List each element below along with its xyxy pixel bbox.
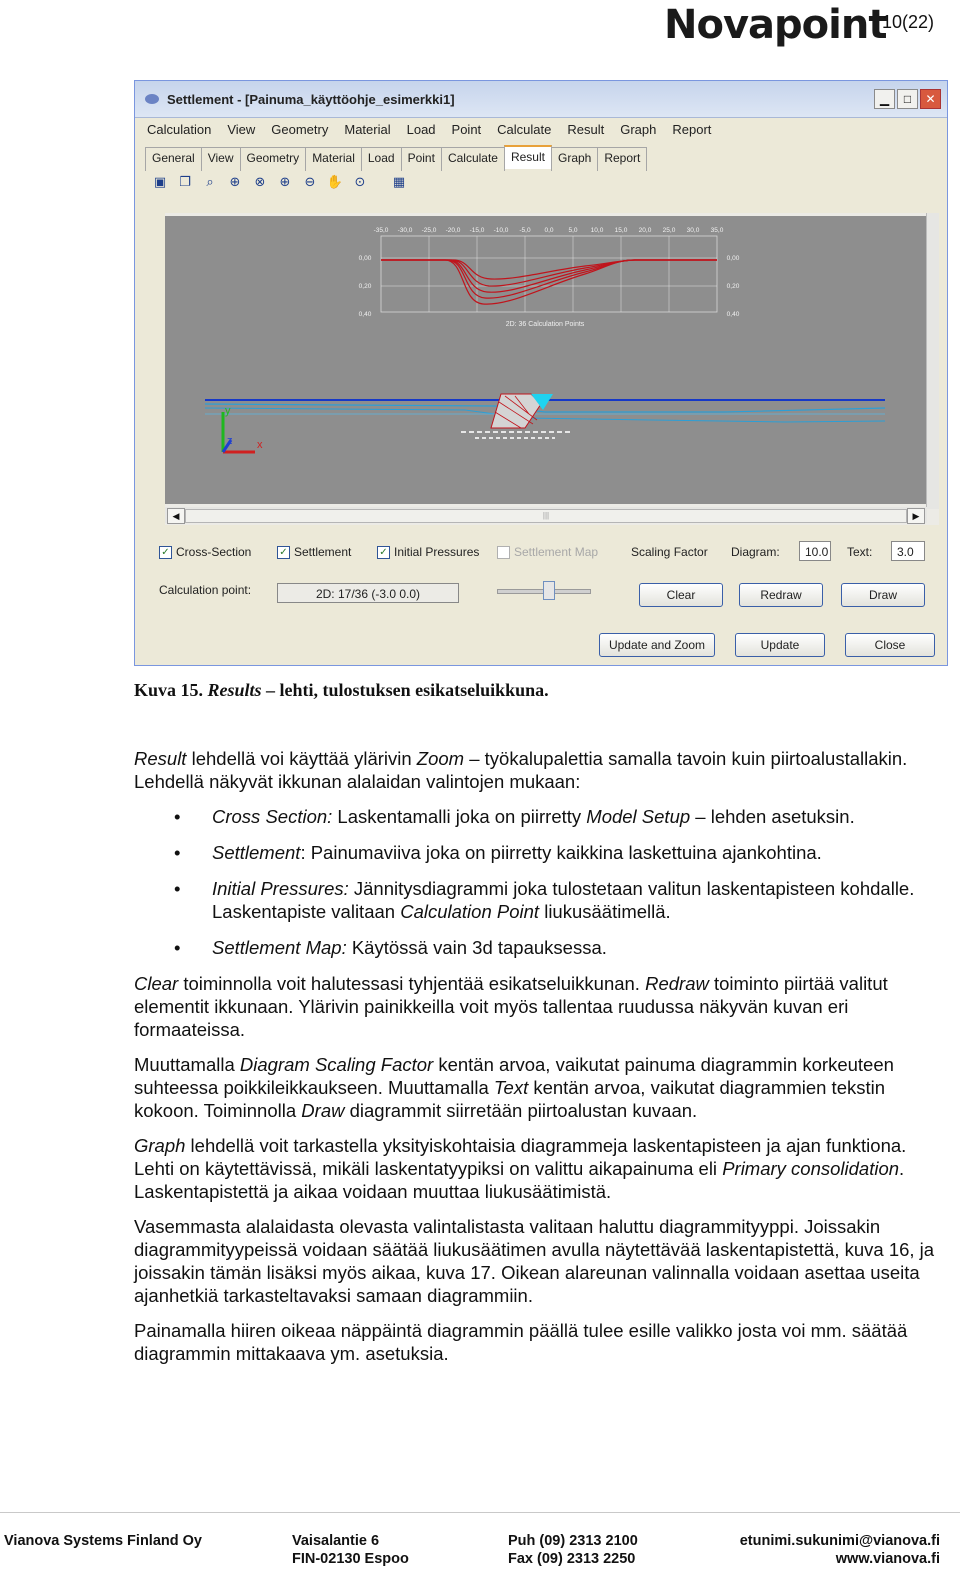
y-tick-label: 0,20	[726, 283, 740, 290]
window-controls	[874, 89, 941, 109]
menu-calculation[interactable]: Calculation	[147, 122, 212, 137]
zoom-in-icon[interactable]: ⊕	[279, 174, 291, 189]
calculation-point-label: Calculation point:	[159, 583, 252, 597]
axis-indicator	[223, 405, 263, 452]
tab-point[interactable]: Point	[401, 147, 442, 171]
options-list	[134, 805, 940, 959]
x-tick-label: -35,0	[373, 227, 389, 234]
x-tick-label: -5,0	[519, 227, 531, 234]
settlement-map-label: Settlement Map	[514, 545, 599, 559]
checkbox-checked-icon: ✓	[159, 546, 172, 559]
zoom-window-icon[interactable]: ⌕	[206, 174, 214, 189]
list-item: • Settlement Map: Käytössä vain 3d tapauksessa.	[212, 936, 940, 959]
menu-view[interactable]: View	[227, 122, 256, 137]
menu-graph[interactable]: Graph	[620, 122, 657, 137]
paragraph-clear: Clear toiminnolla voit halutessasi tyhjentää esikatseluikkunan. Redraw toiminto piirtää valitut elementit ikkunaan. Ylärivin painikkeilla voit myös tallentaa ruudussa näkyvän kuvan eri formaateissa.	[134, 973, 888, 1040]
tab-material[interactable]: Material	[305, 147, 362, 171]
x-tick-label: 0,0	[544, 227, 554, 234]
diagram-label: Diagram:	[731, 545, 780, 559]
text-label: Text:	[847, 545, 873, 559]
maximize-icon[interactable]: □	[897, 89, 918, 109]
tab-result[interactable]: Result	[504, 145, 552, 169]
tab-calculate[interactable]: Calculate	[441, 147, 505, 171]
scaling-factor-label: Scaling Factor	[631, 545, 708, 559]
tab-graph[interactable]: Graph	[551, 147, 598, 171]
cross-section-checkbox[interactable]	[159, 545, 251, 559]
zoom-all-icon[interactable]: ⊙	[354, 174, 366, 189]
zoom-toolbar	[151, 173, 408, 191]
checkbox-unchecked-icon	[497, 546, 510, 559]
footer-company: Vianova Systems Finland Oy	[4, 1533, 202, 1549]
axis-z-label: z	[227, 435, 233, 447]
axis-y-label: y	[225, 405, 231, 417]
scroll-left-icon[interactable]: ◀	[167, 508, 185, 524]
menu-load[interactable]: Load	[406, 122, 436, 137]
settlement-label: Settlement	[294, 545, 352, 559]
menu-material[interactable]: Material	[344, 122, 391, 137]
footer-web[interactable]: www.vianova.fi	[835, 1551, 940, 1567]
x-tick-label: 25,0	[662, 227, 676, 234]
y-tick-label: 0,40	[358, 311, 372, 318]
tab-geometry[interactable]: Geometry	[240, 147, 307, 171]
close-icon[interactable]: ✕	[920, 89, 941, 109]
x-tick-label: 35,0	[710, 227, 724, 234]
list-item: • Settlement: Painumaviiva joka on piirretty kaikkina laskettuina ajankohtina.	[212, 841, 940, 864]
tab-view[interactable]: View	[201, 147, 241, 171]
zoom-extents-icon[interactable]: ⊕	[229, 174, 241, 189]
paragraph-result: Result lehdellä voi käyttää ylärivin Zoom – työkalupalettia samalla tavoin kuin piirtoalustallakin. Lehdellä näkyvät ikkunan alalaidan valintojen mukaan:	[134, 748, 908, 792]
footer-street: Vaisalantie 6	[292, 1533, 380, 1549]
x-tick-label: -30,0	[397, 227, 413, 234]
document-body	[134, 747, 940, 1377]
tab-row	[145, 147, 646, 171]
x-tick-label: 20,0	[638, 227, 652, 234]
preview-area	[165, 213, 939, 525]
zoom-out-icon[interactable]: ⊖	[304, 174, 316, 189]
initial-pressures-checkbox[interactable]	[377, 545, 479, 559]
x-tick-label: -20,0	[445, 227, 461, 234]
footer-phone: Puh (09) 2313 2100	[508, 1533, 638, 1549]
footer-email[interactable]: etunimi.sukunimi@vianova.fi	[739, 1533, 940, 1549]
horizontal-scrollbar[interactable]	[165, 507, 927, 523]
list-item: • Initial Pressures: Jännitysdiagrammi joka tulostetaan valitun laskentapisteen kohdalle. Laskentapiste valitaan Calculation Point liukusäätimellä.	[212, 877, 940, 923]
tab-report[interactable]: Report	[597, 147, 647, 171]
save-icon[interactable]: ▣	[153, 174, 167, 189]
redraw-button[interactable]: Redraw	[739, 583, 823, 607]
preview-canvas[interactable]	[165, 216, 927, 504]
x-tick-label: 5,0	[568, 227, 578, 234]
app-icon	[145, 94, 159, 104]
settlement-curve	[381, 260, 717, 304]
initial-pressures-label: Initial Pressures	[394, 545, 480, 559]
footer-divider	[0, 1512, 960, 1513]
scroll-right-icon[interactable]: ▶	[907, 508, 925, 524]
settlement-window	[134, 80, 948, 666]
vertical-scrollbar[interactable]	[926, 213, 939, 509]
axis-x-label: x	[257, 439, 263, 451]
draw-button[interactable]: Draw	[841, 583, 925, 607]
footer-postal: FIN-02130 Espoo	[292, 1551, 409, 1567]
diagram-scale-input[interactable]: 10.0	[799, 541, 831, 561]
update-and-zoom-button[interactable]: Update and Zoom	[599, 633, 715, 657]
footer-fax: Fax (09) 2313 2250	[508, 1551, 636, 1567]
figure-caption	[134, 680, 549, 701]
x-tick-label: -15,0	[469, 227, 485, 234]
y-tick-label: 0,00	[726, 255, 740, 262]
x-tick-label: -25,0	[421, 227, 437, 234]
soil-layers	[205, 394, 885, 438]
checkbox-checked-icon: ✓	[377, 546, 390, 559]
menu-point[interactable]: Point	[451, 122, 482, 137]
window-title: Settlement - [Painuma_käyttöohje_esimerkki1]	[167, 91, 455, 107]
menu-report[interactable]: Report	[672, 122, 712, 137]
paragraph-graph: Graph lehdellä voit tarkastella yksityiskohtaisia diagrammeja laskentapisteen ja ajan funktiona. Lehti on käytettävissä, mikäli laskentatyypiksi on valittu aikapainuma eli Primary consolidation. Laskentapistettä ja aikaa voidaan muuttaa liukusäätimistä.	[134, 1135, 907, 1202]
pan-icon[interactable]: ✋	[326, 174, 344, 189]
y-tick-label: 0,40	[726, 311, 740, 318]
copy-icon[interactable]: ❐	[179, 174, 191, 189]
settlement-map-checkbox[interactable]	[497, 545, 598, 559]
menu-geometry[interactable]: Geometry	[271, 122, 329, 137]
paragraph-diagram-types: Vasemmasta alalaidasta olevasta valintalistasta valitaan haluttu diagrammityyppi. Joissakin diagrammityypeissä voidaan säätää liukusäätimen avulla näytettävää laskentapistettä, kuva 16, ja joissakin tämän lisäksi myös aikaa, kuva 17. Oikean alareunan valinnalla voidaan asettaa useita ajanhetkiä tarkasteltavaksi samaan diagrammiin.	[134, 1216, 935, 1306]
diagram-note: 2D: 36 Calculation Points	[505, 321, 585, 328]
caption-rest: – lehti, tulostuksen esikatseluikkuna.	[266, 680, 549, 700]
cross-section-drawing	[165, 216, 927, 504]
y-tick-label: 0,20	[358, 283, 372, 290]
page-number: 10(22)	[882, 12, 935, 32]
y-tick-label: 0,00	[358, 255, 372, 262]
novapoint-logo: Novapoint	[664, 2, 887, 48]
x-tick-label: 10,0	[590, 227, 604, 234]
diagram-frame	[381, 236, 717, 312]
x-tick-labels	[374, 227, 724, 234]
settlement-curve	[381, 260, 717, 286]
checkbox-checked-icon: ✓	[277, 546, 290, 559]
tab-load[interactable]: Load	[361, 147, 402, 171]
zoom-previous-icon[interactable]: ⊗	[254, 174, 266, 189]
title-bar	[135, 81, 947, 118]
cross-section-label: Cross-Section	[176, 545, 252, 559]
x-tick-label: 15,0	[614, 227, 628, 234]
tab-general[interactable]: General	[145, 147, 202, 171]
update-button[interactable]: Update	[735, 633, 825, 657]
caption-title: Results	[207, 680, 262, 700]
slider-thumb[interactable]	[543, 581, 555, 600]
settlement-checkbox[interactable]	[277, 545, 351, 559]
clear-button[interactable]: Clear	[639, 583, 723, 607]
export-icon[interactable]: ▦	[392, 174, 406, 189]
text-size-input[interactable]: 3.0	[891, 541, 925, 561]
menu-result[interactable]: Result	[567, 122, 605, 137]
paragraph-scaling: Muuttamalla Diagram Scaling Factor kentän arvoa, vaikutat painuma diagrammin korkeuteen suhteessa poikkileikkaukseen. Muuttamalla Text kentän arvoa, vaikutat diagrammien tekstin kokoon. Toiminnolla Draw diagrammit siirretään piirtoalustan kuvaan.	[134, 1054, 894, 1121]
diagram-grid	[381, 236, 717, 312]
menu-calculate[interactable]: Calculate	[497, 122, 552, 137]
calculation-point-field: 2D: 17/36 (-3.0 0.0)	[277, 583, 459, 603]
minimize-icon[interactable]: ▁	[874, 89, 895, 109]
close-button[interactable]: Close	[845, 633, 935, 657]
paragraph-right-click: Painamalla hiiren oikeaa näppäintä diagrammin päällä tulee esille valikko josta voi mm. säätää diagrammin mittakaava ym. asetuksia.	[134, 1320, 908, 1364]
settlement-curves	[381, 260, 717, 304]
menu-bar	[135, 118, 947, 144]
scroll-thumb[interactable]: |||	[185, 509, 907, 523]
list-item: • Cross Section: Laskentamalli joka on piirretty Model Setup – lehden asetuksin.	[212, 805, 940, 828]
x-tick-label: -10,0	[493, 227, 509, 234]
x-tick-label: 30,0	[686, 227, 700, 234]
caption-prefix: Kuva 15.	[134, 680, 204, 700]
